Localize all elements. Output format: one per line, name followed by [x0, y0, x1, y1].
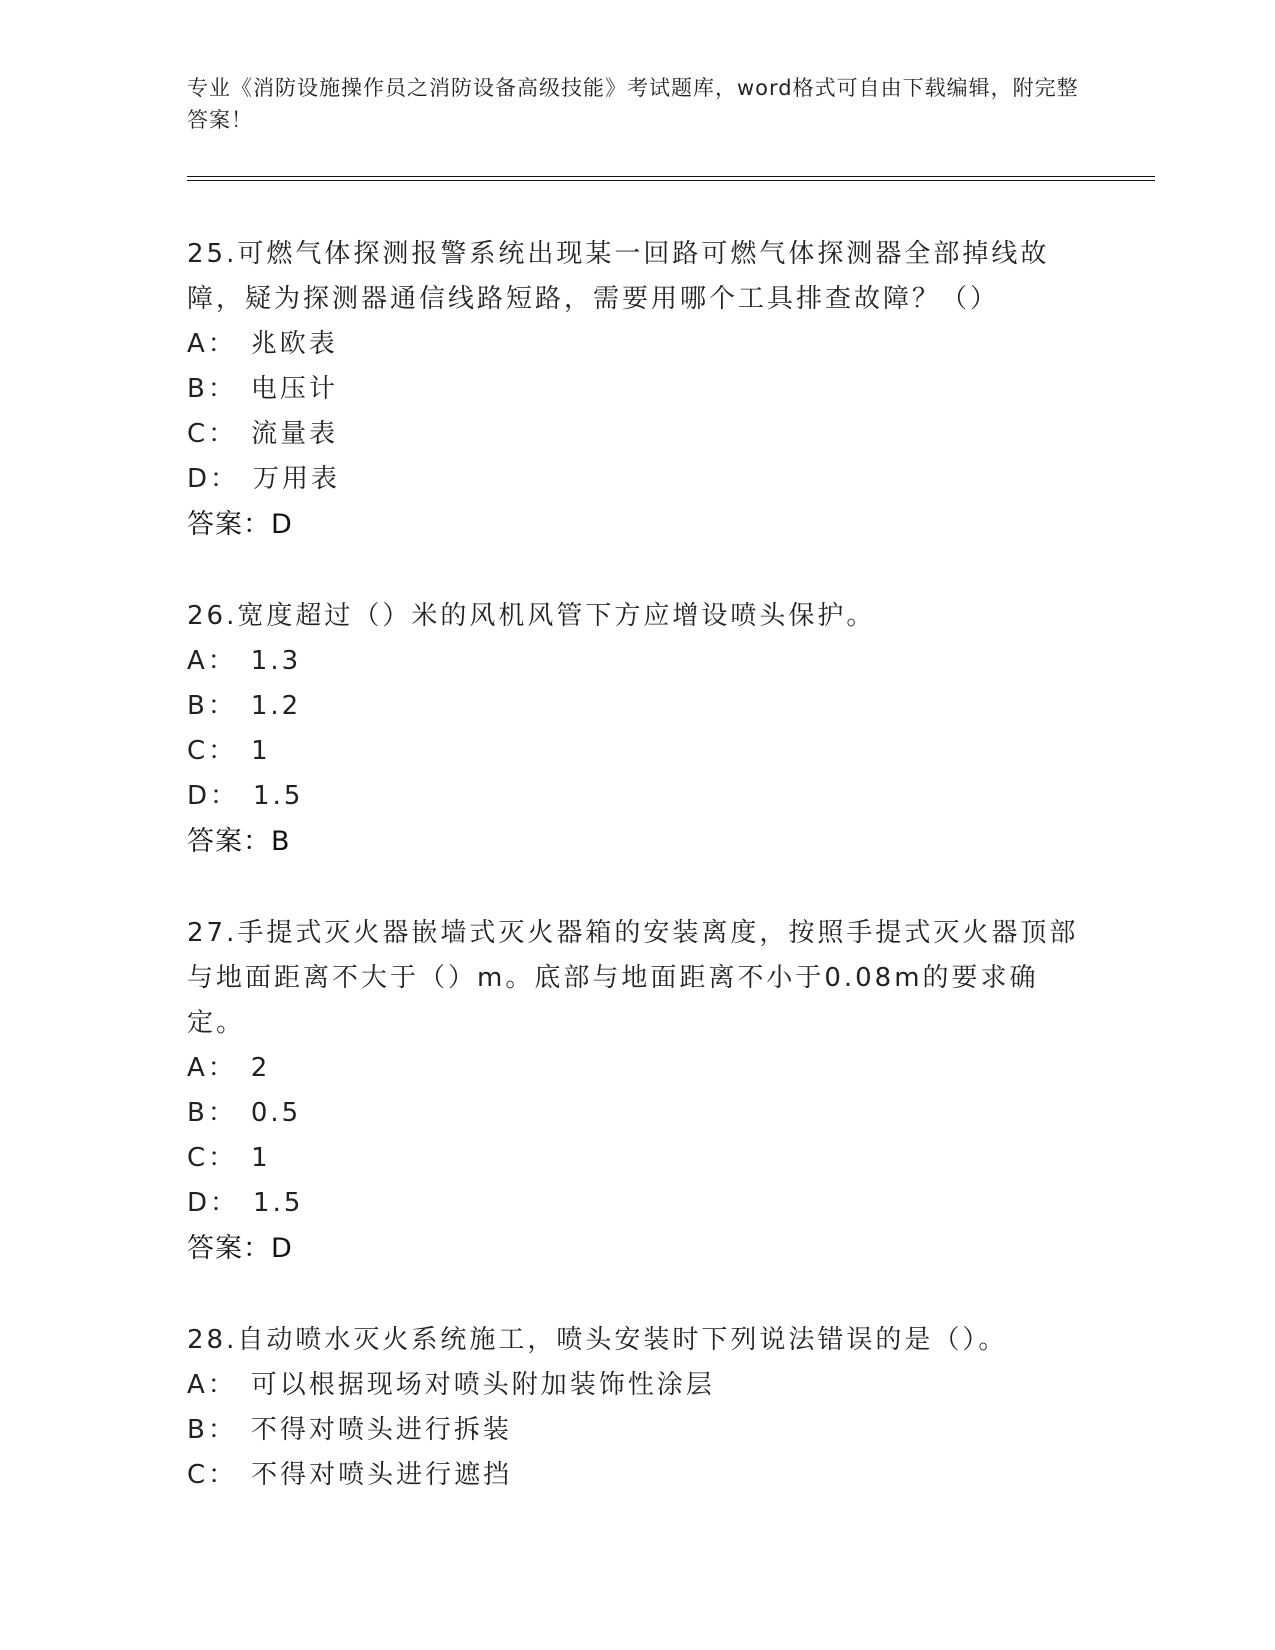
option-text: 兆欧表 [250, 329, 338, 359]
option-text: 流量表 [251, 419, 339, 449]
option-text: 1 [251, 1143, 271, 1173]
option-key: A： [187, 1053, 237, 1083]
question-stem: 27.手提式灭火器嵌墙式灭火器箱的安装离度，按照手提式灭火器顶部与地面距离不大于（）m。底部与地面距离不小于0.08m的要求确定。 [187, 918, 1079, 1038]
option-d [187, 774, 1157, 819]
option-text: 1 [251, 736, 271, 766]
question-27 [187, 911, 1157, 1271]
option-key: B： [187, 374, 237, 404]
option-key: B： [187, 1098, 237, 1128]
option-key: A： [187, 1370, 237, 1400]
option-text: 0.5 [250, 1098, 302, 1128]
header-divider [187, 176, 1155, 181]
option-b [187, 684, 1157, 729]
document-header: 专业《消防设施操作员之消防设备高级技能》考试题库，word格式可自由下载编辑，附完整答案！ [187, 76, 1079, 132]
question-stem: 28.自动喷水灭火系统施工，喷头安装时下列说法错误的是（）。 [187, 1325, 1008, 1355]
answer-line: 答案：B [187, 826, 291, 857]
option-key: C： [187, 1143, 238, 1173]
option-key: D： [187, 1188, 240, 1218]
option-text: 不得对喷头进行拆装 [250, 1415, 512, 1445]
option-text: 1.5 [253, 1188, 304, 1218]
question-stem: 25.可燃气体探测报警系统出现某一回路可燃气体探测器全部掉线故障，疑为探测器通信线路短路，需要用哪个工具排查故障？（） [187, 239, 1050, 314]
option-text: 电压计 [250, 374, 338, 404]
option-c [187, 412, 1157, 457]
question-26 [187, 594, 1157, 864]
option-key: C： [187, 1460, 238, 1490]
option-a [187, 1046, 1157, 1091]
option-b [187, 1408, 1157, 1453]
option-c [187, 1453, 1157, 1498]
question-stem: 26.宽度超过（）米的风机风管下方应增设喷头保护。 [187, 601, 876, 631]
option-d [187, 1181, 1157, 1226]
question-28 [187, 1318, 1157, 1498]
option-key: B： [187, 691, 237, 721]
option-key: B： [187, 1415, 237, 1445]
option-d [187, 457, 1157, 502]
option-a [187, 1363, 1157, 1408]
option-text: 2 [250, 1053, 271, 1083]
question-25 [187, 232, 1157, 547]
option-text: 可以根据现场对喷头附加装饰性涂层 [250, 1370, 715, 1400]
option-text: 1.5 [253, 781, 304, 811]
option-key: A： [187, 329, 237, 359]
option-b [187, 1091, 1157, 1136]
answer-line: 答案：D [187, 1233, 293, 1264]
option-text: 1.2 [250, 691, 302, 721]
option-key: C： [187, 736, 238, 766]
option-key: A： [187, 646, 237, 676]
option-text: 1.3 [250, 646, 302, 676]
option-c [187, 1136, 1157, 1181]
option-key: D： [187, 464, 240, 494]
option-key: D： [187, 781, 240, 811]
option-text: 不得对喷头进行遮挡 [251, 1460, 513, 1490]
question-list [187, 232, 1157, 1545]
option-c [187, 729, 1157, 774]
option-text: 万用表 [253, 464, 341, 494]
option-a [187, 639, 1157, 684]
option-key: C： [187, 419, 238, 449]
option-a [187, 322, 1157, 367]
option-b [187, 367, 1157, 412]
answer-line: 答案：D [187, 509, 293, 540]
